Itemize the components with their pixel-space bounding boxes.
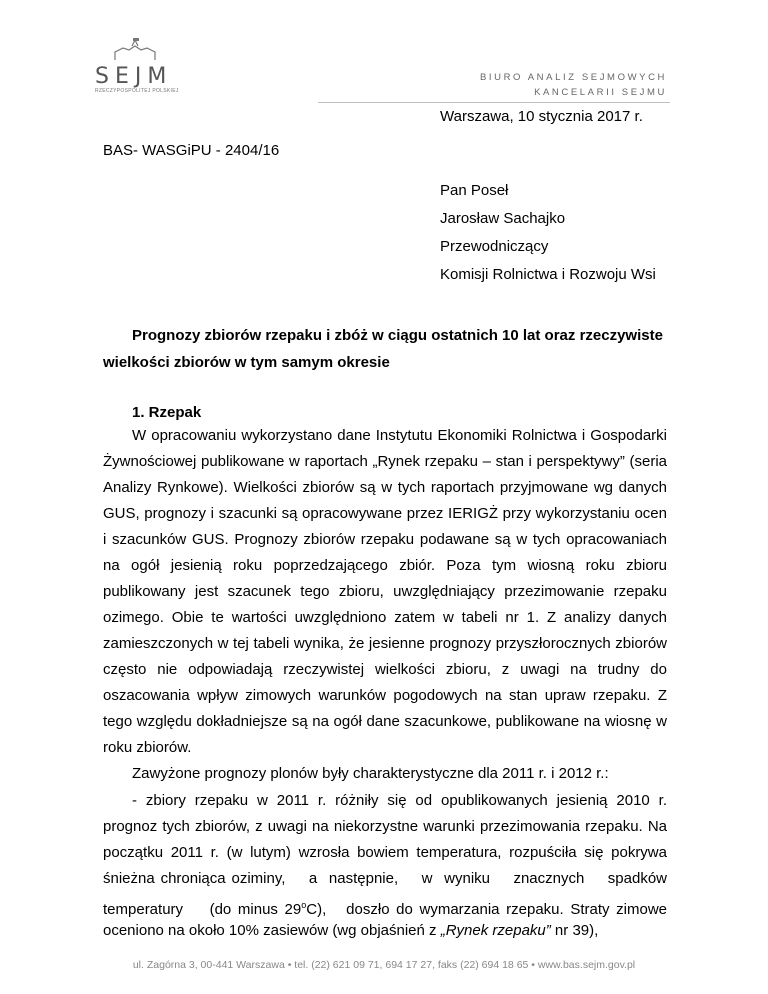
paragraph-line: śnieżna chroniąca oziminy, a następnie, w wyniku znacznych spadków [103,870,667,887]
body-paragraph [103,761,667,787]
sejm-logo [95,38,179,100]
paragraph-line: często nie odpowiadają rzeczywistej wielkości zbioru, z uwagi na trudny do [103,661,667,678]
paragraph-line: na ogół jesienią roku poprzedzającego zbiór. Poza tym wiosną roku zbioru [103,557,667,574]
paragraph-line: tego względu dokładniejsze są na ogół dane szacunkowe, publikowane na wiosnę w [103,713,667,730]
logo-word: SEJM [95,64,173,89]
document-title-line-1: Prognozy zbiorów rzepaku i zbóż w ciągu ostatnich 10 lat oraz rzeczywiste [132,327,663,344]
paragraph-line [103,918,667,944]
logo-subtitle: RZECZYPOSPOLITEJ POLSKIEJ [95,88,179,94]
header-divider [318,102,670,103]
reference-number: BAS- WASGiPU - 2404/16 [103,142,280,159]
paragraph-line: - zbiory rzepaku w 2011 r. różniły się od opublikowanych jesienią 2010 r. [132,792,667,809]
addressee-line: Jarosław Sachajko [440,210,566,227]
paragraph-line: i szacunków GUS. Prognozy zbiorów rzepaku podawane są w tych opracowaniach [103,531,667,548]
italic-citation: „Rynek rzepaku” [440,922,551,939]
date-line: Warszawa, 10 stycznia 2017 r. [440,108,643,125]
line-segment: temperatury (do minus 29 [103,901,302,918]
addressee-line: Przewodniczący [440,238,549,255]
paragraph-line: Żywnościowej publikowane w raportach „Rynek rzepaku – stan i perspektywy” (seria [103,453,667,470]
paragraph-line: prognoz tych zbiorów, z uwagi na niekorzystne warunki przezimowania rzepaku. Na [103,818,667,835]
paragraph-line: początku 2011 r. (w lutym) wzrosła bowiem temperatura, rozpuściła się pokrywa [103,844,667,861]
section-heading: 1. Rzepak [132,404,202,421]
line-segment: C), doszło do wymarzania rzepaku. Straty zimowe [306,901,667,918]
paragraph-line: oszacowania wpływ zimowych warunków pogodowych na stan upraw rzepaku. Z [103,687,667,704]
paragraph-line: ozimego. Obie te wartości uwzględniono zatem w tabeli nr 1. Z analizy danych [103,609,667,626]
addressee-line: Pan Poseł [440,182,509,199]
superscript-degree: o [301,900,307,910]
bureau-line-2: KANCELARII SEJMU [534,87,667,98]
paragraph-line: zamieszczonych w tej tabeli wynika, że jesienne prognozy przyszłorocznych zbiorów [103,635,667,652]
paragraph-line: roku zbiorów. [103,739,192,756]
body-paragraph [103,423,667,761]
paragraph-line: W opracowaniu wykorzystano dane Instytutu Ekonomiki Rolnictwa i Gospodarki [132,427,667,444]
paragraph-line: publikowany jest szacunek tego zbioru, uwzględniający przezimowanie rzepaku [103,583,667,600]
paragraph-line: Zawyżone prognozy plonów były charakterystyczne dla 2011 r. i 2012 r.: [132,765,609,782]
line-segment: nr 39), [550,922,599,939]
document-title-line-2: wielkości zbiorów w tym samym okresie [103,354,390,371]
body-paragraph [103,788,667,944]
addressee-line: Komisji Rolnictwa i Rozwoju Wsi [440,266,656,283]
paragraph-line: Analizy Rynkowe). Wielkości zbiorów są w tych raportach przyjmowane wg danych [103,479,667,496]
bureau-line-1: BIURO ANALIZ SEJMOWYCH [479,72,667,83]
paragraph-line: GUS, prognozy i szacunki są opracowywane przez IERIGŻ przy wykorzystaniu ocen [103,505,667,522]
eagle-icon [113,38,157,62]
line-segment: oceniono na około 10% zasiewów (wg objaśnień z [103,922,441,939]
paragraph-line [103,892,667,918]
footer-contact: ul. Zagórna 3, 00-441 Warszawa • tel. (22) 621 09 71, 694 17 27, faks (22) 694 18 65 • www.bas.sejm.gov.pl [132,959,636,971]
bureau-name [480,70,667,100]
